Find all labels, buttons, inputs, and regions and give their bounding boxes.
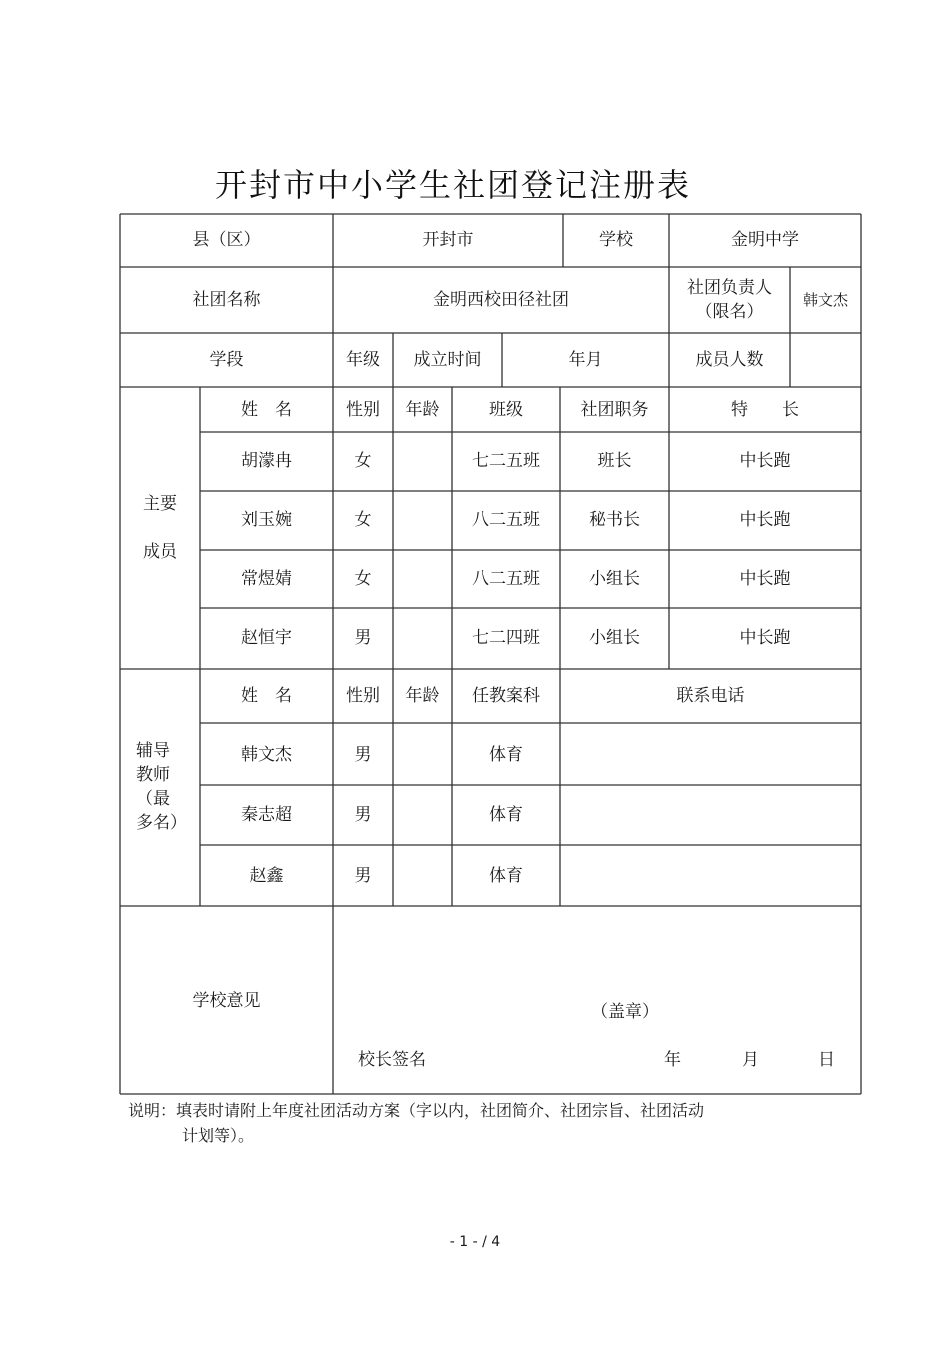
seal-text: （盖章） — [591, 1002, 659, 1022]
members-col-name: 姓 名 — [241, 400, 292, 420]
member-name: 常煜婧 — [241, 569, 292, 589]
member-class: 八二五班 — [472, 510, 540, 530]
member-name: 刘玉婉 — [241, 510, 292, 530]
teachers-section-label: 辅导教师（最多名） — [136, 741, 187, 833]
form-note-line2: 计划等）。 — [182, 1126, 255, 1145]
teacher-gender: 男 — [354, 866, 372, 886]
teachers-col-subject: 任教案科 — [472, 686, 540, 706]
teacher-gender: 男 — [354, 805, 372, 825]
member-specialty: 中长跑 — [739, 510, 791, 530]
member-class: 七二五班 — [472, 451, 540, 471]
founded-value: 年月 — [568, 350, 603, 370]
form-note-line1: 说明：填表时请附上年度社团活动方案（字以内，社团简介、社团宗旨、社团活动 — [128, 1101, 705, 1120]
form-title: 开封市中小学生社团登记注册表 — [214, 166, 691, 204]
teacher-subject: 体育 — [489, 745, 523, 765]
stage-label: 学段 — [209, 350, 244, 370]
teacher-name: 韩文杰 — [241, 745, 292, 765]
members-col-role: 社团职务 — [580, 400, 649, 420]
member-specialty: 中长跑 — [739, 451, 791, 471]
member-class: 七二四班 — [472, 628, 540, 648]
member-gender: 女 — [354, 510, 372, 530]
school-label: 学校 — [599, 230, 633, 250]
teachers-col-gender: 性别 — [346, 686, 380, 706]
teachers-col-age: 年龄 — [405, 686, 440, 706]
members-col-age: 年龄 — [405, 400, 440, 420]
member-gender: 女 — [354, 451, 372, 471]
member-count-label: 成员人数 — [695, 350, 764, 370]
teacher-gender: 男 — [354, 745, 372, 765]
member-specialty: 中长跑 — [739, 569, 791, 589]
member-role: 秘书长 — [589, 510, 640, 530]
member-gender: 男 — [354, 628, 372, 648]
school-opinion-label: 学校意见 — [192, 991, 261, 1011]
grade-label: 年级 — [346, 350, 380, 370]
leader-label-line1: 社团负责人 — [687, 278, 772, 298]
members-col-gender: 性别 — [346, 400, 380, 420]
county-value: 开封市 — [422, 230, 474, 250]
principal-signature-label: 校长签名 — [358, 1050, 426, 1070]
member-class: 八二五班 — [472, 569, 540, 589]
leader-value: 韩文杰 — [802, 291, 848, 309]
member-gender: 女 — [354, 569, 372, 589]
teacher-subject: 体育 — [489, 805, 523, 825]
member-name: 赵恒宇 — [241, 628, 292, 648]
member-name: 胡濛冉 — [241, 451, 292, 471]
teacher-subject: 体育 — [489, 866, 523, 886]
club-name-value: 金明西校田径社团 — [433, 290, 569, 310]
form-note — [128, 1098, 704, 1148]
date-month-label: 月 — [742, 1050, 759, 1070]
members-col-class: 班级 — [489, 400, 523, 420]
member-role: 小组长 — [589, 628, 640, 648]
members-section-label-2: 成员 — [143, 542, 177, 562]
leader-label-line2: （限名） — [695, 302, 764, 322]
member-role: 班长 — [597, 451, 632, 471]
members-section-label-1: 主要 — [143, 494, 177, 514]
date-day-label: 日 — [818, 1050, 835, 1070]
county-label: 县（区） — [192, 230, 261, 250]
member-role: 小组长 — [589, 569, 640, 589]
member-specialty: 中长跑 — [739, 628, 791, 648]
date-year-label: 年 — [664, 1050, 681, 1070]
page-number: - 1 - / 4 — [449, 1234, 501, 1250]
teacher-name: 秦志超 — [241, 805, 292, 825]
club-name-label: 社团名称 — [192, 290, 261, 310]
school-value: 金明中学 — [731, 230, 799, 250]
teachers-col-phone: 联系电话 — [676, 686, 745, 706]
founded-label: 成立时间 — [413, 350, 482, 370]
members-col-specialty: 特 长 — [731, 400, 799, 420]
teachers-col-name: 姓 名 — [241, 686, 292, 706]
teacher-name: 赵鑫 — [249, 866, 284, 886]
